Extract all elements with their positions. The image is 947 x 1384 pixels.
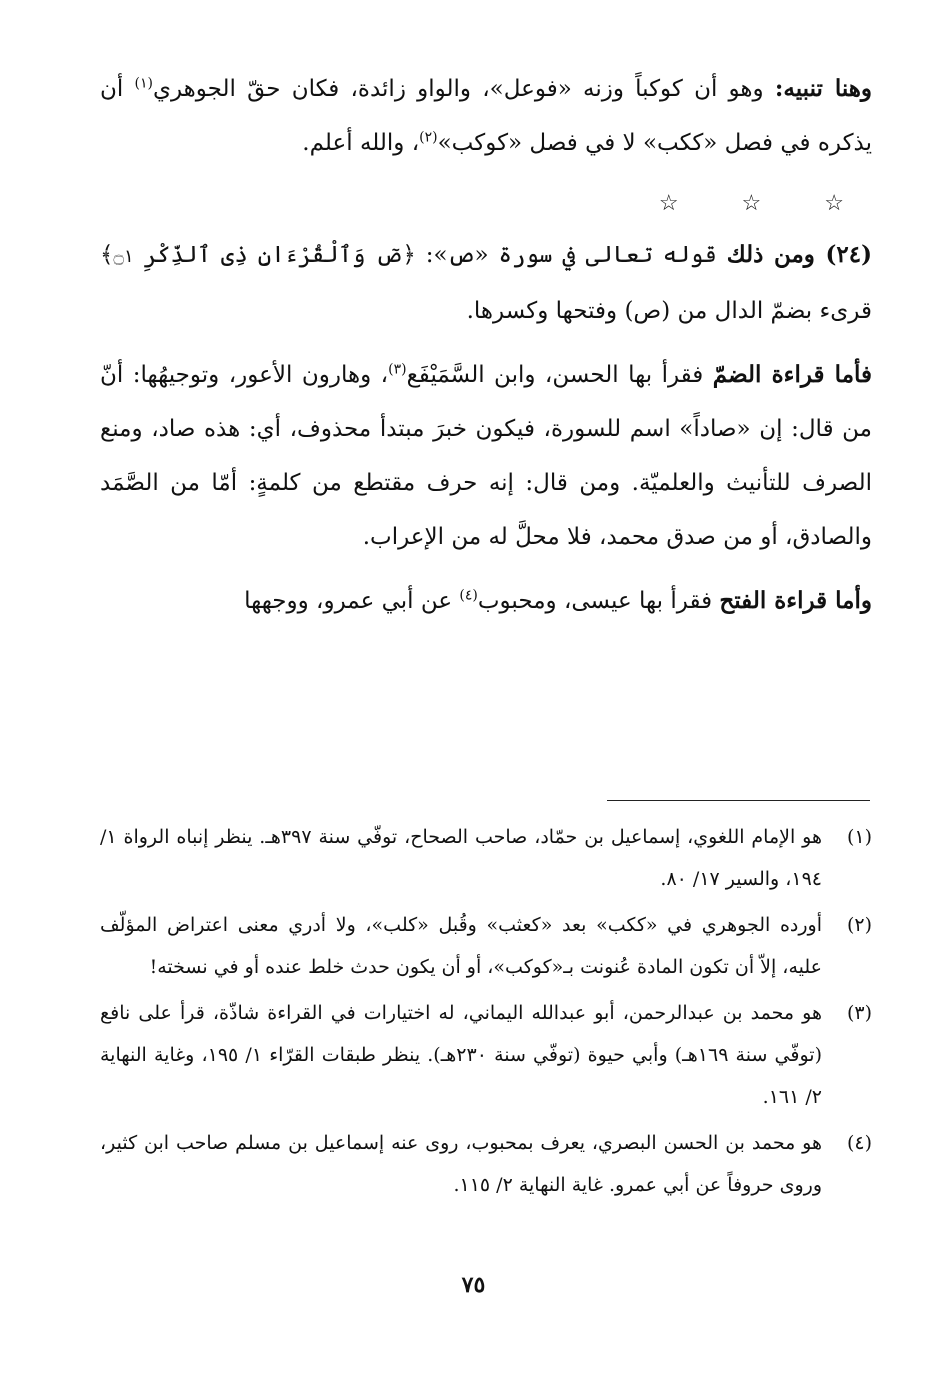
paragraph-note xyxy=(100,62,872,170)
footnote-3 xyxy=(100,992,872,1118)
text-run: عن أبي عمرو، ووجهها xyxy=(244,588,460,614)
section-heading: ومن ذلك xyxy=(726,241,826,268)
text-run: ، والله أعلم. xyxy=(302,130,420,156)
footnote-1 xyxy=(100,816,872,900)
text-run: ، وهارون الأعور، وتوجيهُها: أنّ من قال: إن «صاداً» اسم للسورة، فيكون خبرَ مبتدأ محذوف، أي: هذه صاد، ومنع الصرف للتأنيث والعلميّة. ومن قال: إنه حرف مقتطع من كلمةٍ: أمّا من الصَّمَد والصادق، أو من صدق محمد، فلا محلَّ له من الإعراب. xyxy=(100,362,872,550)
reading-heading: فأما قراءة الضمّ xyxy=(712,361,873,388)
footnote-2 xyxy=(100,904,872,988)
section-divider-stars: ☆ ☆ ☆ xyxy=(658,191,872,216)
paragraph-24 xyxy=(100,228,872,338)
footnote-ref-2: (٢) xyxy=(419,129,438,146)
ayah-number-icon: ۝١ xyxy=(113,246,134,267)
section-number: (٢٤) xyxy=(825,241,872,268)
text-run: وهو أن كوكباً وزنه «فوعل»، والواو زائدة، فكان حقّ الجوهري xyxy=(152,76,775,102)
footnote-ref-3: (٣) xyxy=(388,361,407,378)
footnote-number: (٣) xyxy=(846,1002,872,1024)
footnote-ref-1: (١) xyxy=(134,75,153,92)
footnote-text: هو محمد بن الحسن البصري، يعرف بمحبوب، روى عنه إسماعيل بن مسلم صاحب ابن كثير، وروى حروفاً عن أبي عمرو. غاية النهاية ٢/ ١١٥. xyxy=(100,1132,822,1196)
note-heading: وهنا تنبيه: xyxy=(774,75,872,102)
footnote-number: (٤) xyxy=(846,1132,872,1154)
footnote-number: (١) xyxy=(846,826,872,848)
paragraph-fatha xyxy=(100,574,872,628)
text-run: فقرأ بها الحسن، وابن السَّمَيْفَع xyxy=(406,362,713,388)
page-number: ٧٥ xyxy=(461,1272,486,1298)
footnote-number: (٢) xyxy=(846,914,872,936)
footnote-text: هو محمد بن عبدالرحمن، أبو عبدالله اليماني، له اختيارات في القراءة شاذّة، قرأ على نافع (توفّي سنة ١٦٩هـ) وأبي حيوة (توفّي سنة ٢٣٠هـ). ينظر طبقات القرّاء ١/ ١٩٥، وغاية النهاية ٢/ ١٦١. xyxy=(100,1002,822,1108)
footnote-separator xyxy=(607,800,870,801)
text-run: قوله تعالى في سورة «ص»: ﴿صٓ وَٱلْقُرْءَانِ ذِى ٱلذِّكْرِ xyxy=(133,242,727,268)
text-run: فقرأ بها عيسى، ومحبوب xyxy=(477,588,720,614)
main-text xyxy=(100,62,872,628)
text-run: أن يذكره في فصل «ككب» لا في فصل «كوكب» xyxy=(100,76,872,156)
text-run: ﴾ قرىء بضمّ الدال من (ص) وفتحها وكسرها. xyxy=(100,242,872,324)
footnote-text: أورده الجوهري في «ككب» بعد «كعثب» وقُبل «كلب»، ولا أدري معنى اعتراض المؤلّف عليه، إلاّ أن تكون المادة عُنونت بـ«كوكب»، أو أن يكون حدث خلط عنده أو في نسخته! xyxy=(100,914,822,978)
reading-heading: وأما قراءة الفتح xyxy=(719,587,872,614)
footnotes xyxy=(100,816,872,1210)
paragraph-damma xyxy=(100,348,872,564)
footnote-ref-4: (٤) xyxy=(459,587,478,604)
footnote-text: هو الإمام اللغوي، إسماعيل بن حمّاد، صاحب الصحاح، توفّي سنة ٣٩٧هـ. ينظر إنباه الرواة ١/ ١٩٤، والسير ١٧/ ٨٠. xyxy=(100,826,822,890)
footnote-4 xyxy=(100,1122,872,1206)
